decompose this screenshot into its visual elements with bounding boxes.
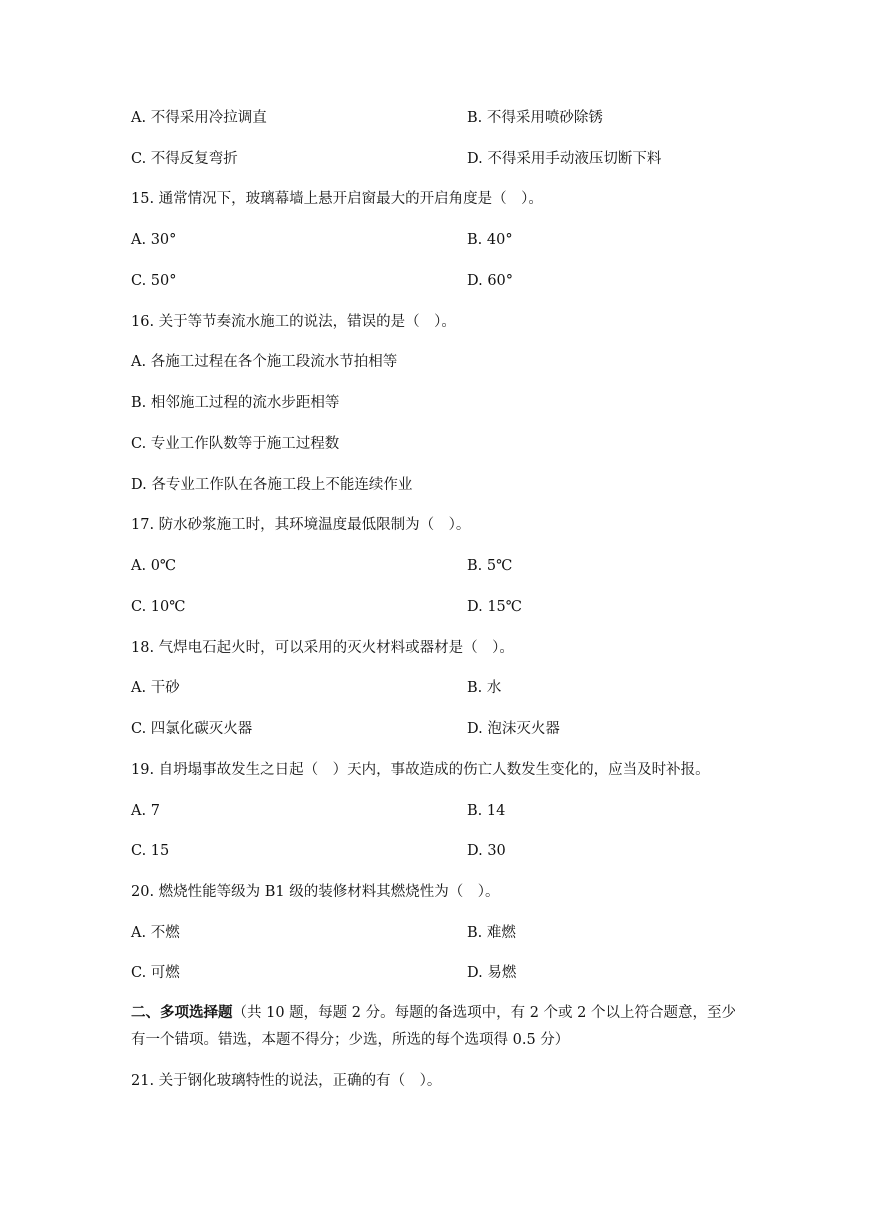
section-2-heading: 二、多项选择题 xyxy=(131,1004,233,1021)
q16-option-c: C. 专业工作队数等于施工过程数 xyxy=(131,436,340,452)
q17-option-c: C. 10℃ xyxy=(131,599,186,615)
section-2-header xyxy=(131,999,746,1054)
q20-option-a: A. 不燃 xyxy=(131,925,180,941)
q16-option-a: A. 各施工过程在各个施工段流水节拍相等 xyxy=(131,354,398,370)
section-2-instructions: （共 10 题，每题 2 分。每题的备选项中，有 2 个或 2 个以上符合题意，至少有一个错项。错选，本题不得分；少选，所选的每个选项得 0.5 分） xyxy=(131,1005,736,1048)
q16-option-b: B. 相邻施工过程的流水步距相等 xyxy=(131,395,340,411)
q15-stem: 15. 通常情况下，玻璃幕墙上悬开启窗最大的开启角度是（ ）。 xyxy=(131,191,543,207)
q17-option-b: B. 5℃ xyxy=(467,558,513,574)
q19-stem: 19. 自坍塌事故发生之日起（ ）天内，事故造成的伤亡人数发生变化的，应当及时补报。 xyxy=(131,762,710,778)
q16-option-d: D. 各专业工作队在各施工段上不能连续作业 xyxy=(131,477,413,493)
q18-option-c: C. 四氯化碳灭火器 xyxy=(131,721,253,737)
q17-option-d: D. 15℃ xyxy=(467,599,522,615)
q18-stem: 18. 气焊电石起火时，可以采用的灭火材料或器材是（ ）。 xyxy=(131,640,514,656)
q19-option-d: D. 30 xyxy=(467,843,506,859)
q18-option-b: B. 水 xyxy=(467,680,502,696)
q20-option-b: B. 难燃 xyxy=(467,925,516,941)
q16-stem: 16. 关于等节奏流水施工的说法，错误的是（ ）。 xyxy=(131,314,456,330)
q19-option-b: B. 14 xyxy=(467,803,506,819)
q15-option-c: C. 50° xyxy=(131,273,177,289)
q14-option-c: C. 不得反复弯折 xyxy=(131,151,238,167)
q14-option-a: A. 不得采用冷拉调直 xyxy=(131,110,267,126)
q15-option-a: A. 30° xyxy=(131,232,177,248)
q14-option-d: D. 不得采用手动液压切断下料 xyxy=(467,151,662,167)
q20-stem: 20. 燃烧性能等级为 B1 级的装修材料其燃烧性为（ ）。 xyxy=(131,884,500,900)
q15-option-b: B. 40° xyxy=(467,232,513,248)
q18-option-a: A. 干砂 xyxy=(131,680,180,696)
q18-option-d: D. 泡沫灭火器 xyxy=(467,721,560,737)
q20-option-d: D. 易燃 xyxy=(467,965,517,981)
q15-option-d: D. 60° xyxy=(467,273,514,289)
q17-stem: 17. 防水砂浆施工时，其环境温度最低限制为（ ）。 xyxy=(131,517,471,533)
q19-option-a: A. 7 xyxy=(131,803,160,819)
q14-option-b: B. 不得采用喷砂除锈 xyxy=(467,110,603,126)
q20-option-c: C. 可燃 xyxy=(131,965,180,981)
q19-option-c: C. 15 xyxy=(131,843,170,859)
q17-option-a: A. 0℃ xyxy=(131,558,177,574)
q21-stem: 21. 关于钢化玻璃特性的说法，正确的有（ ）。 xyxy=(131,1073,442,1089)
